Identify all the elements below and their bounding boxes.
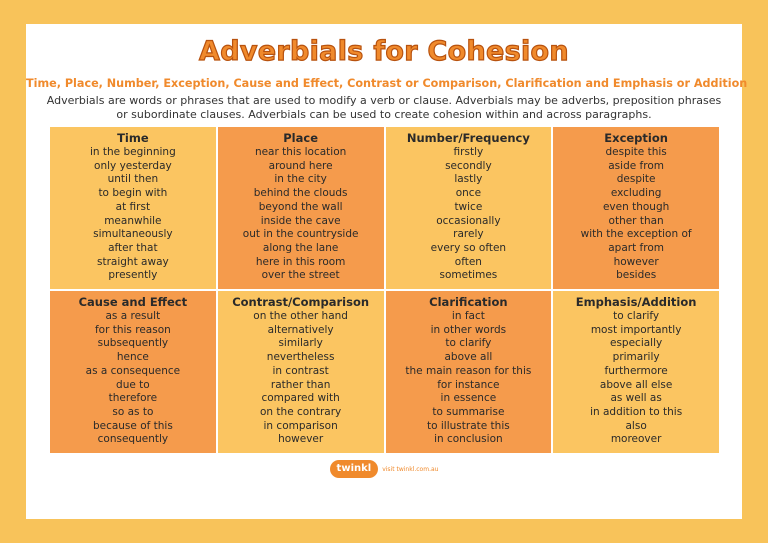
list-item: here in this room <box>255 255 346 268</box>
page-title: Adverbials for Cohesion <box>199 36 569 67</box>
category-contrast-comparison <box>218 291 384 453</box>
list-item: for instance <box>437 378 500 391</box>
category-number-frequency <box>386 127 552 289</box>
list-item: meanwhile <box>104 214 162 227</box>
poster-sheet <box>26 24 748 519</box>
list-item: to clarify <box>613 310 660 322</box>
list-item: along the lane <box>262 241 339 254</box>
category-time <box>50 127 216 289</box>
list-item: in conclusion <box>434 433 503 446</box>
list-item: nevertheless <box>266 351 335 364</box>
list-item: in the beginning <box>90 146 176 158</box>
list-item: in contrast <box>272 364 329 377</box>
list-item: similarly <box>278 337 323 350</box>
category-place <box>218 127 384 289</box>
adverbials-grid <box>50 127 719 453</box>
list-item: the main reason for this <box>405 364 532 377</box>
list-item: also <box>625 419 647 432</box>
category-heading: Contrast/Comparison <box>232 295 370 309</box>
twinkl-logo[interactable]: twinkl <box>330 460 379 478</box>
list-item: primarily <box>612 351 660 364</box>
list-item: occasionally <box>436 214 501 227</box>
category-heading: Place <box>283 131 318 145</box>
list-item: on the contrary <box>260 405 342 418</box>
list-item: other than <box>608 214 664 227</box>
list-item: however <box>613 255 659 268</box>
list-item: until then <box>107 173 159 186</box>
list-item: excluding <box>610 187 662 200</box>
list-item: moreover <box>610 433 662 446</box>
list-item: twice <box>454 200 483 213</box>
list-item: secondly <box>445 159 492 172</box>
list-item: to summarise <box>432 405 505 418</box>
list-item: at first <box>115 200 151 213</box>
list-item: behind the clouds <box>253 187 348 200</box>
list-item: therefore <box>108 392 158 405</box>
list-item: so as to <box>112 405 154 418</box>
list-item: due to <box>116 378 150 391</box>
footer <box>26 460 742 478</box>
category-heading: Exception <box>604 131 668 145</box>
list-item: however <box>278 433 324 446</box>
list-item: after that <box>108 241 158 254</box>
list-item: rather than <box>270 378 331 391</box>
category-heading: Number/Frequency <box>406 131 530 145</box>
list-item: over the street <box>261 269 340 282</box>
list-item: every so often <box>430 241 507 254</box>
list-item: inside the cave <box>260 214 341 227</box>
list-item: only yesterday <box>94 159 172 172</box>
list-item: besides <box>616 269 657 282</box>
intro-text: Adverbials are words or phrases that are used to modify a verb or clause. Adverbials may be adverbs, preposition phrases or subordinate clauses. Adverbials can be used to create cohesion within and across paragraphs. <box>46 94 722 121</box>
list-item: in the city <box>274 173 327 186</box>
category-heading: Clarification <box>429 295 508 309</box>
list-item: furthermore <box>604 364 668 377</box>
list-item: despite this <box>605 146 667 158</box>
list-item: above all <box>444 351 493 364</box>
list-item: in comparison <box>263 419 338 432</box>
category-cause-and-effect <box>50 291 216 453</box>
list-item: as a result <box>105 310 161 322</box>
category-heading: Cause and Effect <box>78 295 188 309</box>
list-item: rarely <box>453 228 484 241</box>
list-item: straight away <box>97 255 169 268</box>
list-item: in fact <box>451 310 485 322</box>
footer-url-link[interactable]: visit twinkl.com.au <box>382 465 439 473</box>
list-item: with the exception of <box>580 228 692 241</box>
list-item: because of this <box>92 419 173 432</box>
list-item: to illustrate this <box>427 419 510 432</box>
list-item: apart from <box>608 241 664 254</box>
list-item: on the other hand <box>253 310 348 322</box>
list-item: out in the countryside <box>242 228 359 241</box>
list-item: especially <box>610 337 663 350</box>
list-item: near this location <box>254 146 347 158</box>
list-item: often <box>454 255 482 268</box>
list-item: in other words <box>430 323 507 336</box>
list-item: lastly <box>454 173 483 186</box>
list-item: despite <box>616 173 656 186</box>
category-heading: Time <box>117 131 149 145</box>
subtitle: Time, Place, Number, Exception, Cause and Effect, Contrast or Comparison, Clarification and Emphasis or Addition <box>26 77 748 90</box>
list-item: for this reason <box>94 323 171 336</box>
list-item: to begin with <box>98 187 168 200</box>
list-item: sometimes <box>439 269 498 282</box>
list-item: alternatively <box>267 323 334 336</box>
list-item: subsequently <box>97 337 169 350</box>
list-item: most importantly <box>590 323 682 336</box>
list-item: as well as <box>610 392 662 405</box>
list-item: in addition to this <box>590 405 683 418</box>
list-item: simultaneously <box>93 228 173 241</box>
list-item: even though <box>602 200 670 213</box>
list-item: around here <box>268 159 333 172</box>
category-exception <box>553 127 719 289</box>
list-item: above all else <box>599 378 673 391</box>
list-item: consequently <box>97 433 169 446</box>
list-item: hence <box>116 351 149 364</box>
category-heading: Emphasis/Addition <box>575 295 697 309</box>
list-item: beyond the wall <box>258 200 343 213</box>
list-item: firstly <box>453 146 484 158</box>
category-emphasis-addition <box>553 291 719 453</box>
list-item: as a consequence <box>85 364 181 377</box>
category-clarification <box>386 291 552 453</box>
list-item: in essence <box>440 392 497 405</box>
list-item: presently <box>108 269 158 282</box>
list-item: compared with <box>261 392 340 405</box>
list-item: once <box>455 187 482 200</box>
list-item: aside from <box>608 159 664 172</box>
list-item: to clarify <box>445 337 492 350</box>
